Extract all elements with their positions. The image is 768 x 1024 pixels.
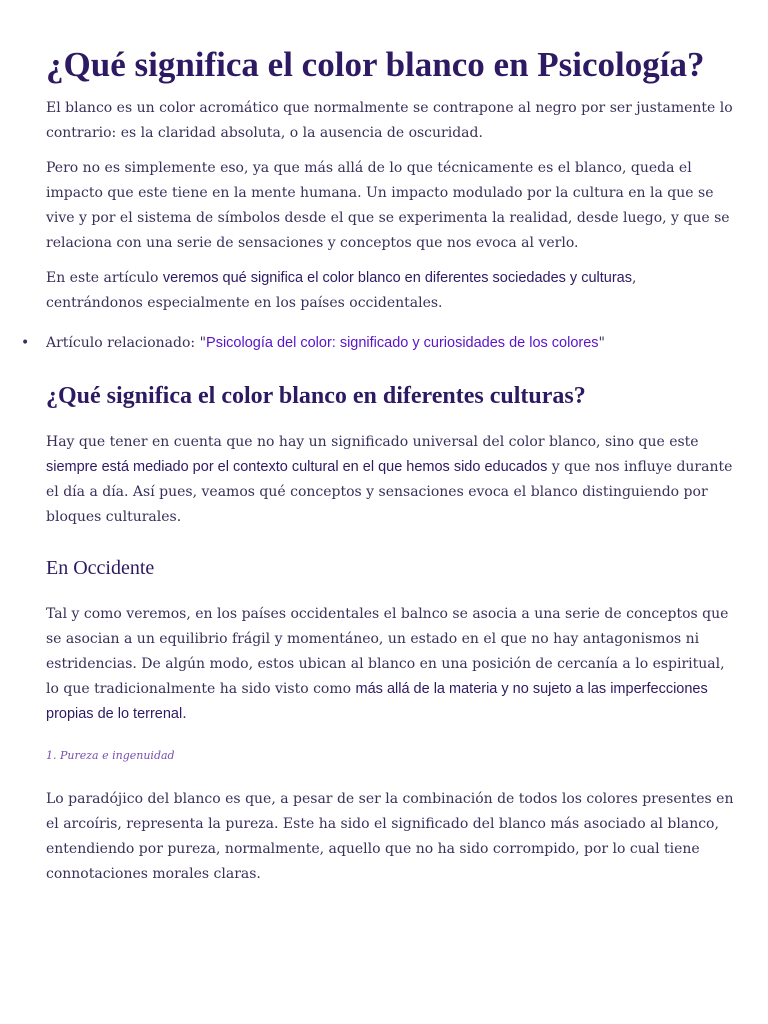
bullet-icon: • [21, 335, 30, 351]
occidente-paragraph-after: . [182, 706, 187, 722]
cultures-paragraph [46, 430, 736, 530]
intro-paragraph-3-after: , centrándonos especialmente en los países occidentales. [46, 270, 637, 311]
occidente-paragraph-highlight: más allá de la materia y no sujeto a las imperfecciones propias de lo terrenal [46, 681, 708, 722]
article [21, 45, 736, 897]
section-heading-occidente: En Occidente [46, 557, 155, 579]
related-suffix: " [598, 335, 605, 351]
intro-paragraph-3-before: En este artículo [46, 270, 163, 286]
intro-paragraph-3 [46, 266, 736, 316]
intro-paragraph-3-highlight: veremos qué significa el color blanco en diferentes sociedades y culturas [162, 270, 632, 286]
cultures-paragraph-highlight: siempre está mediado por el contexto cultural en el que hemos sido educados [46, 459, 548, 475]
page-title: ¿Qué significa el color blanco en Psicología? [46, 45, 705, 84]
cultures-paragraph-after: y que nos influye durante el día a día. Así pues, veamos qué conceptos y sensaciones evoca el blanco distinguiendo por bloques culturales. [46, 459, 733, 525]
section-heading-cultures: ¿Qué significa el color blanco en diferentes culturas? [46, 383, 586, 409]
cultures-paragraph-before: Hay que tener en cuenta que no hay un significado universal del color blanco, sino que este [46, 434, 699, 450]
subsection-heading-pureza: 1. Pureza e ingenuidad [46, 749, 175, 762]
pureza-paragraph: Lo paradójico del blanco es que, a pesar de ser la combinación de todos los colores presentes en el arcoíris, representa la pureza. Este ha sido el significado del blanco más asociado al blanco, entendiendo por pureza, normalmente, aquello que no ha sido corrompido, por lo cual tiene connotaciones morales claras. [46, 791, 734, 882]
related-article-link[interactable]: Psicología del color: significado y curiosidades de los colores [206, 335, 599, 351]
related-article-item [21, 332, 736, 354]
occidente-paragraph [46, 602, 736, 727]
occidente-paragraph-before: Tal y como veremos, en los países occidentales el balnco se asocia a una serie de conceptos que se asocian a un equilibrio frágil y momentáneo, un estado en el que no hay antagonismos ni estridencias. De algún modo, estos ubican al blanco en una posición de cercanía a lo espiritual, lo que tradicionalmente ha sido visto como [46, 606, 729, 697]
intro-paragraph-2: Pero no es simplemente eso, ya que más allá de lo que técnicamente es el blanco, queda el impacto que este tiene en la mente humana. Un impacto modulado por la cultura en la que se vive y por el sistema de símbolos desde el que se experimenta la realidad, desde luego, y que se relaciona con una serie de sensaciones y conceptos que nos evoca al verlo. [46, 160, 730, 251]
related-list [21, 332, 736, 354]
intro-paragraph-1: El blanco es un color acromático que normalmente se contrapone al negro por ser justamente lo contrario: es la claridad absoluta, o la ausencia de oscuridad. [46, 100, 733, 141]
related-prefix: Artículo relacionado: " [46, 335, 207, 351]
